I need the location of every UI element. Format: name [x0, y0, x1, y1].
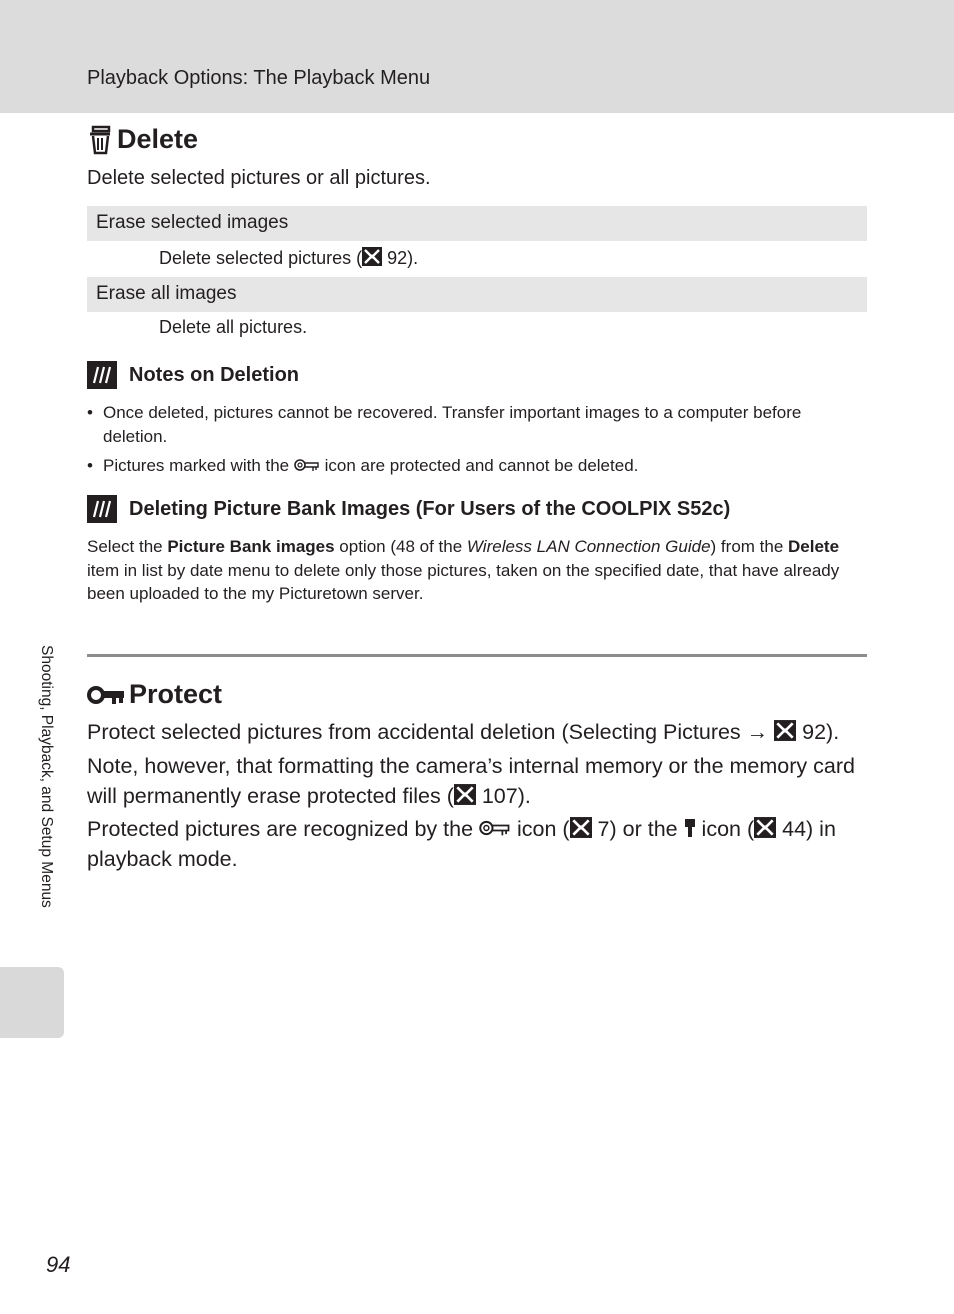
arrow-glyph: → — [746, 720, 769, 744]
delete-heading-text: Delete — [117, 124, 199, 154]
protect-paragraph-3: Protected pictures are recognized by the icon ( 7) or the icon ( 44) in playback mode. — [87, 817, 836, 871]
page-reference-icon — [454, 784, 476, 805]
protect-paragraph-1: Protect selected pictures from accidental deletion (Selecting Pictures → 92). — [87, 720, 840, 744]
option-label: Erase all images — [96, 283, 237, 304]
notes-deletion-list — [87, 401, 867, 483]
picture-bank-paragraph: Select the Picture Bank images option (48 of the Wireless LAN Connection Guide) from the Delete item in list by date menu to delete only those pictures, taken on the specified date, that have already been uploaded to the my Picturetown server. — [87, 537, 840, 603]
notes-picture-bank-heading — [87, 495, 730, 523]
caution-note-icon — [87, 495, 117, 523]
page-number: 94 — [46, 1252, 71, 1277]
protect-heading-text: Protect — [129, 679, 223, 709]
notes-picture-bank-title: Deleting Picture Bank Images (For Users of the COOLPIX S52c) — [129, 497, 731, 520]
option-desc-erase-selected: Delete selected pictures ( 92). — [159, 248, 419, 268]
option-row-erase-all — [87, 277, 867, 312]
protect-heading — [87, 679, 222, 710]
running-header: Playback Options: The Playback Menu — [87, 67, 431, 89]
list-item: • Pictures marked with the icon are protected and cannot be deleted. — [87, 454, 867, 478]
option-row-erase-selected — [87, 206, 867, 241]
option-desc-erase-all: Delete all pictures. — [159, 317, 308, 337]
page-reference-icon — [362, 247, 382, 266]
side-chapter-tab — [0, 967, 64, 1038]
page-reference-icon — [570, 817, 592, 838]
caution-note-icon — [87, 361, 117, 389]
side-chapter-label: Shooting, Playback, and Setup Menus — [38, 645, 55, 908]
page-reference-icon — [774, 720, 796, 741]
key-icon — [87, 683, 125, 707]
protect-key-icon — [294, 457, 320, 473]
list-item: • Once deleted, pictures cannot be recovered. Transfer important images to a computer before deletion. — [87, 401, 867, 449]
section-divider — [87, 654, 867, 657]
delete-lead: Delete selected pictures or all pictures. — [87, 167, 431, 189]
protect-key-icon — [479, 818, 511, 838]
header-band — [0, 0, 954, 113]
option-label: Erase selected images — [96, 212, 289, 233]
protect-paragraph-2: Note, however, that formatting the camera’s internal memory or the memory card will permanently erase protected files ( 107). — [87, 754, 855, 808]
page-reference-icon — [754, 817, 776, 838]
notes-deletion-title: Notes on Deletion — [129, 363, 300, 386]
protect-mark-icon — [684, 818, 696, 838]
notes-deletion-heading — [87, 361, 299, 389]
delete-heading — [87, 124, 198, 155]
trash-icon — [87, 125, 113, 155]
